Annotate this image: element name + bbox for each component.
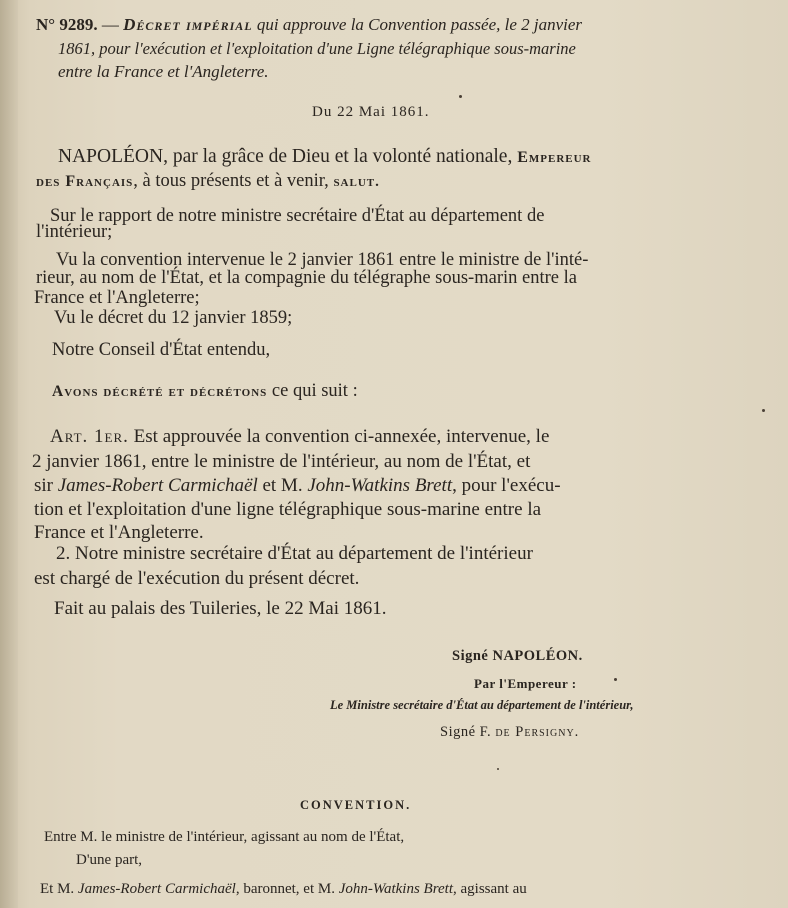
preamble-line-1-rest: , par la grâce de Dieu et la volonté nationale, <box>163 146 513 167</box>
article-2-line-2: est chargé de l'exécution du présent décret. <box>34 568 360 589</box>
convention-line-3-a: Et M. <box>40 881 78 897</box>
enacting-formula-words: Avons décrété et décrétons <box>52 383 268 400</box>
carmichael-name: James-Robert Carmichaël <box>57 475 258 496</box>
convention-line-3-c: , agissant au <box>453 881 527 897</box>
salut: salut. <box>333 174 380 190</box>
decree-header-line-2: 1861, pour l'exécution et l'exploitation d'une Ligne télégraphique sous-marine <box>58 39 576 58</box>
convention-line-2: D'une part, <box>76 852 143 868</box>
article-1-line-3-rest: , pour l'exécu- <box>452 475 561 496</box>
convention-line-3-b: , baronnet, et M. <box>235 881 339 897</box>
article-1-and: et M. <box>257 475 308 496</box>
done-at-line: Fait au palais des Tuileries, le 22 Mai 1861. <box>54 598 387 619</box>
header-line-1-rest: qui approuve la Convention passée, le 2 janvier <box>252 15 583 34</box>
emperor-name: NAPOLÉON <box>58 146 164 167</box>
article-1-line-1 <box>50 425 549 449</box>
convention-carmichael: James-Robert Carmichaël <box>77 881 236 897</box>
considerant-3: Vu le décret du 12 janvier 1859; <box>54 308 293 328</box>
paper-speck <box>614 678 617 681</box>
emperor-title: Empereur <box>517 149 592 166</box>
by-the-emperor: Par l'Empereur : <box>474 676 577 691</box>
preamble-line-1 <box>58 145 591 170</box>
article-1-line-5: France et l'Angleterre. <box>34 522 204 543</box>
considerant-4: Notre Conseil d'État entendu, <box>52 340 271 360</box>
preamble-line-2-rest: , à tous présents et à venir, <box>133 171 329 191</box>
paper-speck <box>762 409 765 412</box>
article-1-line-3 <box>34 474 561 498</box>
considerant-2-line-2: rieur, au nom de l'État, et la compagnie du télégraphe sous-marin entre la <box>36 268 577 288</box>
paper-speck <box>497 768 499 770</box>
article-1-sir: sir <box>34 475 58 496</box>
header-dash: — <box>97 15 124 34</box>
preamble-line-2 <box>36 169 380 194</box>
enacting-formula-rest: ce qui suit : <box>267 381 358 401</box>
paper-speck <box>459 95 462 98</box>
decree-date: Du 22 Mai 1861. <box>312 104 430 120</box>
article-1-label: Art. 1er. <box>50 426 129 447</box>
considerant-2-line-3: France et l'Angleterre; <box>34 288 200 308</box>
convention-brett: John-Watkins Brett <box>338 881 453 897</box>
signature-napoleon: Signé NAPOLÉON. <box>452 648 583 664</box>
book-spine-shadow <box>0 0 18 908</box>
article-2-line-1: 2. Notre ministre secrétaire d'État au département de l'intérieur <box>56 543 533 564</box>
emperor-title-2: des Français <box>36 173 134 190</box>
decree-label: Décret impérial <box>123 15 253 34</box>
convention-line-1: Entre M. le ministre de l'intérieur, agissant au nom de l'État, <box>44 829 405 845</box>
minister-title: Le Ministre secrétaire d'État au département de l'intérieur, <box>330 698 634 712</box>
signature-persigny <box>440 724 579 741</box>
brett-name: John-Watkins Brett <box>307 475 453 496</box>
persigny-name: de Persigny. <box>495 724 580 740</box>
article-1-line-4: tion et l'exploitation d'une ligne télégraphique sous-marine entre la <box>34 499 542 520</box>
decree-header-line-3: entre la France et l'Angleterre. <box>58 62 269 81</box>
considerant-1-line-1: Sur le rapport de notre ministre secrétaire d'État au département de <box>50 206 545 226</box>
convention-line-3 <box>40 881 527 898</box>
enacting-formula <box>52 379 358 404</box>
article-1-line-2: 2 janvier 1861, entre le ministre de l'intérieur, au nom de l'État, et <box>32 451 531 472</box>
decree-number: N° 9289. <box>36 15 98 34</box>
decree-header-line-1 <box>36 14 582 36</box>
considerant-2-line-1: Vu la convention intervenue le 2 janvier 1861 entre le ministre de l'inté- <box>56 250 589 270</box>
considerant-1-line-2: l'intérieur; <box>36 222 113 242</box>
article-1-line-1-text: Est approuvée la convention ci-annexée, intervenue, le <box>128 426 550 447</box>
signature-persigny-signe: Signé F. <box>440 724 496 740</box>
convention-title: CONVENTION. <box>300 798 412 812</box>
